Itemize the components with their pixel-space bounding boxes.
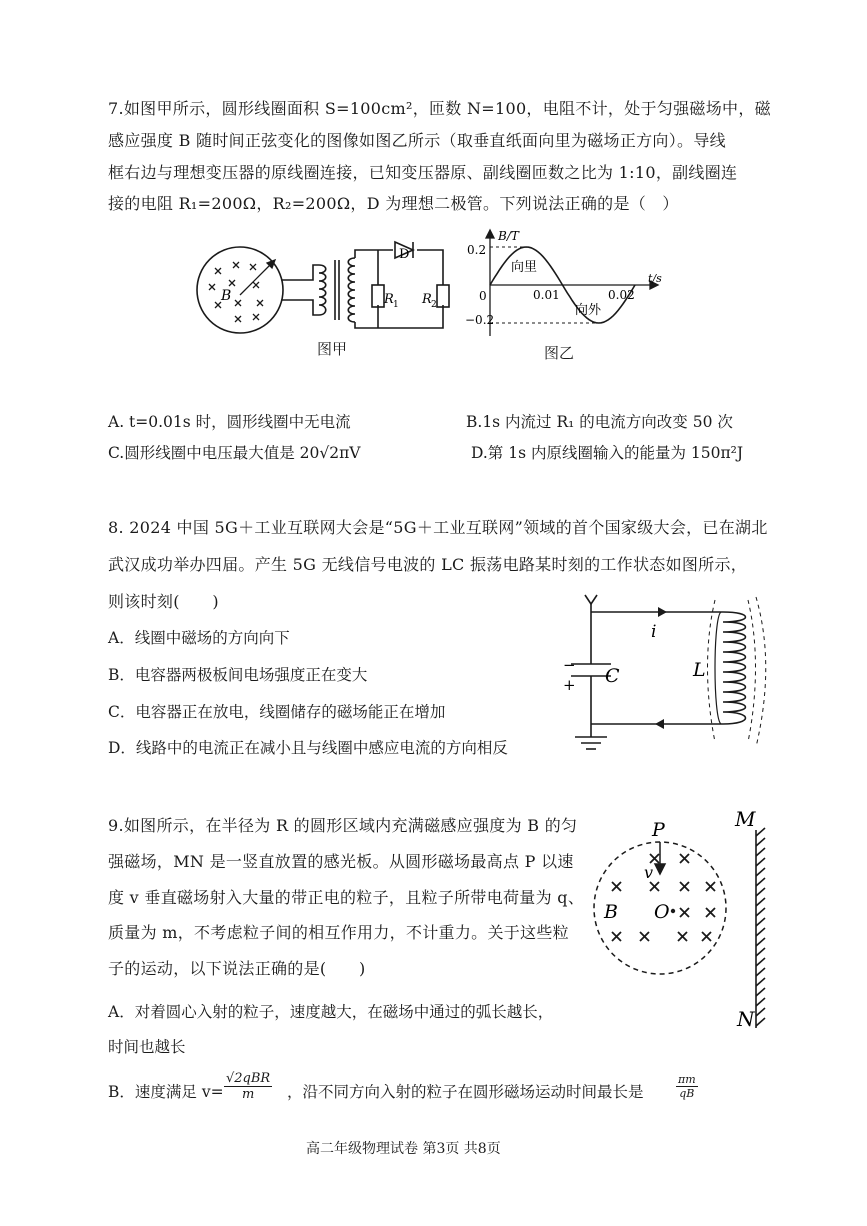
x-tick-1: 0.01 — [533, 288, 560, 302]
q8-option-a[interactable]: A．线圈中磁场的方向向下 — [108, 629, 290, 647]
label-minus: − — [563, 656, 576, 674]
q9-figure-circular-field — [592, 808, 782, 1033]
fraction-time-numerator: πm — [678, 1073, 696, 1086]
y-axis-arrow — [486, 230, 494, 238]
q9-option-b-middle: ，沿不同方向入射的粒子在圆形磁场运动时间最长是 — [287, 1083, 644, 1101]
q7-option-d[interactable]: D.第 1s 内原线圈输入的能量为 150π²J — [471, 444, 744, 462]
label-m: M — [735, 808, 756, 831]
x-tick-2: 0.02 — [608, 288, 635, 302]
q9-line-5: 子的运动，以下说法正确的是( ) — [108, 959, 366, 978]
label-l: L — [693, 659, 706, 681]
label-d: D — [399, 247, 410, 262]
center-point — [671, 909, 675, 913]
label-r1-sub: 1 — [393, 300, 399, 310]
label-r2-sub: 2 — [431, 300, 437, 310]
field-crosses — [209, 262, 263, 322]
q8-option-c[interactable]: C．电容器正在放电，线圈储存的磁场能正在增加 — [108, 703, 446, 721]
q7-option-a[interactable]: A. t=0.01s 时，圆形线圈中无电流 — [108, 413, 351, 431]
label-inward: 向里 — [511, 260, 538, 275]
label-p: P — [652, 819, 665, 841]
label-i: i — [651, 622, 657, 642]
q9-option-b-fraction-v — [224, 1071, 272, 1102]
resistor-r2 — [437, 285, 449, 307]
q7-option-c[interactable]: C.圆形线圈中电压最大值是 20√2πV — [108, 444, 361, 462]
velocity-arrow — [655, 842, 665, 874]
fraction-v-denominator: m — [241, 1087, 255, 1102]
label-c: C — [605, 665, 620, 687]
q8-line-3: 则该时刻( ) — [108, 592, 219, 611]
label-b-9: B — [604, 901, 618, 923]
label-outward: 向外 — [575, 303, 602, 318]
q9-line-2: 强磁场，MN 是一竖直放置的感光板。从圆形磁场最高点 P 以速 — [108, 852, 574, 871]
q7-line-2: 感应强度 B 随时间正弦变化的图像如图乙所示（取垂直纸面向里为磁场正方向）。导线 — [108, 131, 726, 150]
q9-line-3: 度 v 垂直磁场射入大量的带正电的粒子，且粒子所带电荷量为 q、 — [108, 888, 585, 907]
q8-option-b[interactable]: B．电容器两极板间电场强度正在变大 — [108, 666, 368, 684]
q7-line-3: 框右边与理想变压器的原线圈连接，已知变压器原、副线圈匝数之比为 1:10，副线圈连 — [108, 163, 738, 182]
radius-arrow — [240, 260, 275, 295]
label-o: O — [654, 901, 670, 923]
q9-option-b-prefix[interactable]: B．速度满足 v= — [108, 1083, 224, 1101]
q7-fig2-caption: 图乙 — [544, 344, 575, 362]
page-footer: 高二年级物理试卷 第3页 共8页 — [306, 1141, 501, 1157]
q7-figure-bt-graph — [465, 228, 665, 340]
y-axis-label: B/T — [498, 229, 519, 243]
current-arrow-top — [658, 607, 667, 617]
label-r2: R — [422, 292, 432, 307]
sensor-plate — [756, 828, 765, 1028]
label-b: B — [221, 288, 232, 304]
q9-option-a-line-1[interactable]: A．对着圆心入射的粒子，速度越大，在磁场中通过的弧长越长， — [108, 1003, 554, 1021]
inductor-coil — [723, 612, 746, 724]
q8-line-2: 武汉成功举办四届。产生 5G 无线信号电波的 LC 振荡电路某时刻的工作状态如图所示， — [108, 555, 748, 574]
label-r1: R — [384, 292, 394, 307]
q8-figure-lc-circuit — [555, 592, 770, 764]
fraction-time-denominator: qB — [679, 1087, 695, 1100]
y-tick-bottom: −0.2 — [465, 313, 495, 327]
origin-label: 0 — [479, 289, 487, 303]
fraction-v-numerator: √2qBR — [226, 1071, 271, 1086]
x-axis-label: t/s — [648, 272, 662, 285]
resistor-r1 — [372, 285, 384, 307]
q9-option-a-line-2: 时间也越长 — [108, 1038, 186, 1056]
q7-figure-circuit — [195, 240, 460, 340]
q7-fig1-caption: 图甲 — [317, 340, 348, 358]
q7-line-1: 7.如图甲所示，圆形线圈面积 S=100cm²，匝数 N=100，电阻不计，处于匀强磁场中，磁 — [108, 99, 771, 118]
current-arrow-bottom — [655, 719, 664, 729]
q8-option-d[interactable]: D．线路中的电流正在减小且与线圈中感应电流的方向相反 — [108, 739, 508, 757]
label-plus: + — [563, 676, 576, 694]
q9-line-4: 质量为 m，不考虑粒子间的相互作用力，不计重力。关于这些粒 — [108, 923, 569, 942]
q7-option-b[interactable]: B.1s 内流过 R₁ 的电流方向改变 50 次 — [466, 413, 733, 431]
q7-line-4: 接的电阻 R₁=200Ω，R₂=200Ω，D 为理想二极管。下列说法正确的是（ ） — [108, 194, 679, 213]
y-tick-top: 0.2 — [467, 243, 487, 257]
label-n: N — [737, 1007, 755, 1031]
q9-option-b-fraction-time — [676, 1073, 698, 1100]
q9-line-1: 9.如图所示，在半径为 R 的圆形区域内充满磁感应强度为 B 的匀 — [108, 816, 578, 835]
q8-line-1: 8. 2024 中国 5G＋工业互联网大会是“5G＋工业互联网”领域的首个国家级大会，已在湖北 — [108, 518, 768, 537]
label-v: v — [644, 863, 654, 882]
